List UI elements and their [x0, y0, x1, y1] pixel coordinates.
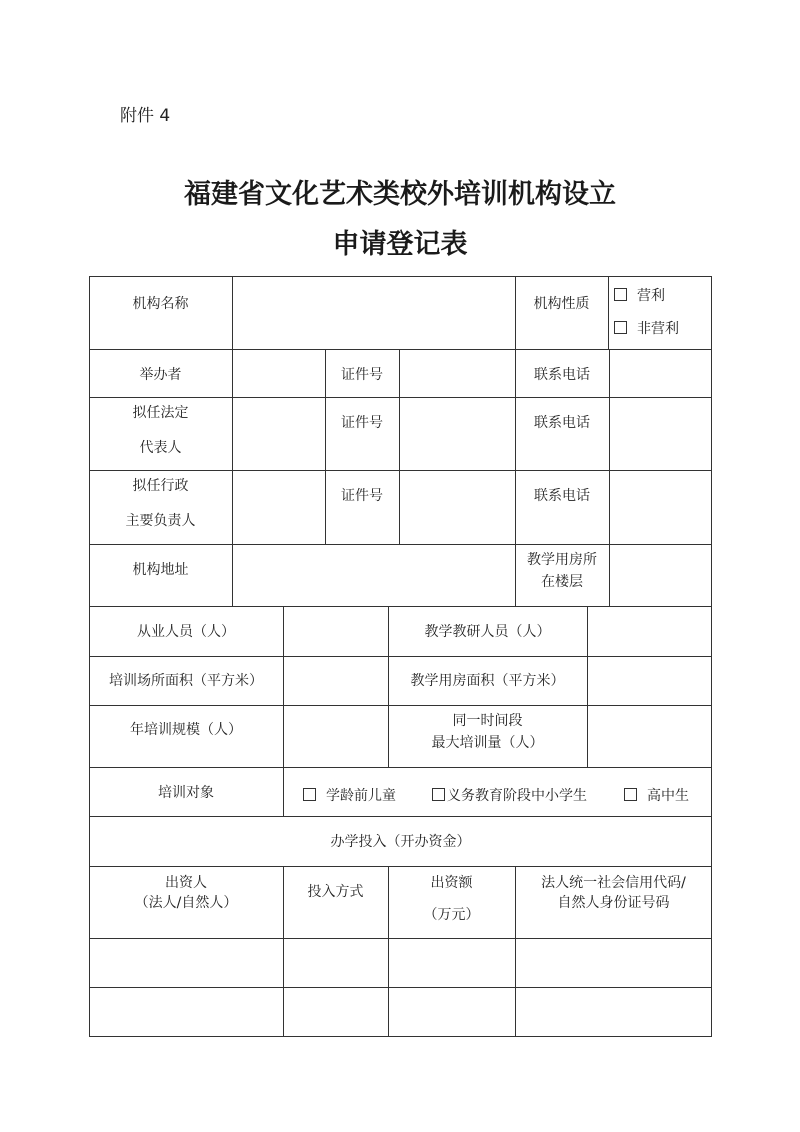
teachers-label: 教学教研人员（人）	[424, 624, 551, 640]
row-divider	[89, 987, 712, 988]
row-divider	[89, 397, 712, 398]
investor-header-line-1: 出资人	[165, 875, 207, 891]
credit-code-header-line-2: 自然人身份证号码	[557, 895, 670, 911]
option-label: 学龄前儿童	[326, 788, 396, 804]
option-label: 营利	[637, 288, 665, 304]
col-divider	[587, 606, 588, 767]
target-option-compulsory[interactable]	[432, 785, 587, 805]
invest-method-header: 投入方式	[307, 884, 364, 900]
checkbox[interactable]	[432, 788, 445, 801]
option-label: 非营利	[637, 321, 679, 337]
col-divider	[608, 276, 609, 349]
room-area-label: 教学用房面积（平方米）	[410, 673, 565, 689]
checkbox[interactable]	[303, 788, 316, 801]
investment-section-label: 办学投入（开办资金）	[330, 834, 471, 850]
checkbox[interactable]	[614, 321, 627, 334]
target-option-preschool[interactable]	[303, 785, 396, 805]
max-capacity-label-line-2: 最大培训量（人）	[431, 735, 544, 751]
checkbox[interactable]	[624, 788, 637, 801]
site-area-label: 培训场所面积（平方米）	[109, 673, 263, 689]
annual-scale-label: 年培训规模（人）	[130, 722, 242, 738]
address-label: 机构地址	[132, 562, 189, 578]
legal-rep-id-label: 证件号	[341, 415, 383, 431]
floor-label-line-1: 教学用房所	[527, 552, 597, 568]
sponsor-phone-label: 联系电话	[534, 367, 590, 383]
row-divider	[89, 349, 712, 350]
admin-head-id-label: 证件号	[341, 488, 383, 504]
col-divider	[388, 866, 389, 1037]
attachment-label: 附件 4	[120, 106, 171, 126]
row-divider	[89, 470, 712, 471]
legal-rep-label-line-2: 代表人	[139, 440, 182, 456]
row-divider	[89, 544, 712, 545]
row-divider	[89, 866, 712, 867]
option-label: 高中生	[647, 788, 689, 804]
row-divider	[89, 938, 712, 939]
sponsor-id-label: 证件号	[341, 367, 383, 383]
form-title-line-1: 福建省文化艺术类校外培训机构设立	[184, 179, 616, 210]
col-divider	[515, 866, 516, 1037]
target-option-high-school[interactable]	[624, 785, 689, 805]
col-divider	[609, 349, 610, 606]
legal-rep-label-line-1: 拟任法定	[132, 405, 189, 421]
nature-option-non-profit[interactable]	[614, 318, 679, 338]
credit-code-header-line-1: 法人统一社会信用代码/	[541, 875, 686, 891]
col-divider	[283, 767, 284, 816]
sponsor-label: 举办者	[139, 367, 182, 383]
row-divider	[89, 656, 712, 657]
row-divider	[89, 606, 712, 607]
row-divider	[89, 705, 712, 706]
admin-head-phone-label: 联系电话	[534, 488, 590, 504]
investor-header-line-2: （法人/自然人）	[134, 895, 238, 911]
target-label: 培训对象	[158, 785, 214, 801]
row-divider	[89, 816, 712, 817]
floor-label-line-2: 在楼层	[541, 574, 583, 590]
admin-head-label-line-1: 拟任行政	[132, 478, 189, 494]
amount-header-line-2: （万元）	[423, 907, 480, 923]
col-divider	[232, 276, 233, 606]
staff-label: 从业人员（人）	[137, 624, 235, 640]
org-nature-label: 机构性质	[533, 296, 590, 312]
legal-rep-phone-label: 联系电话	[534, 415, 590, 431]
admin-head-label-line-2: 主要负责人	[125, 513, 196, 529]
col-divider	[515, 349, 516, 606]
org-name-field[interactable]	[234, 278, 514, 348]
option-label: 义务教育阶段中小学生	[447, 788, 587, 804]
checkbox[interactable]	[614, 288, 627, 301]
row-divider	[89, 767, 712, 768]
col-divider	[399, 349, 400, 544]
col-divider	[515, 276, 516, 349]
form-title-line-2: 申请登记表	[332, 229, 468, 260]
max-capacity-label-line-1: 同一时间段	[452, 713, 523, 729]
amount-header-line-1: 出资额	[430, 875, 473, 891]
nature-option-for-profit[interactable]	[614, 285, 665, 305]
org-name-label: 机构名称	[132, 296, 189, 312]
col-divider	[283, 606, 284, 767]
